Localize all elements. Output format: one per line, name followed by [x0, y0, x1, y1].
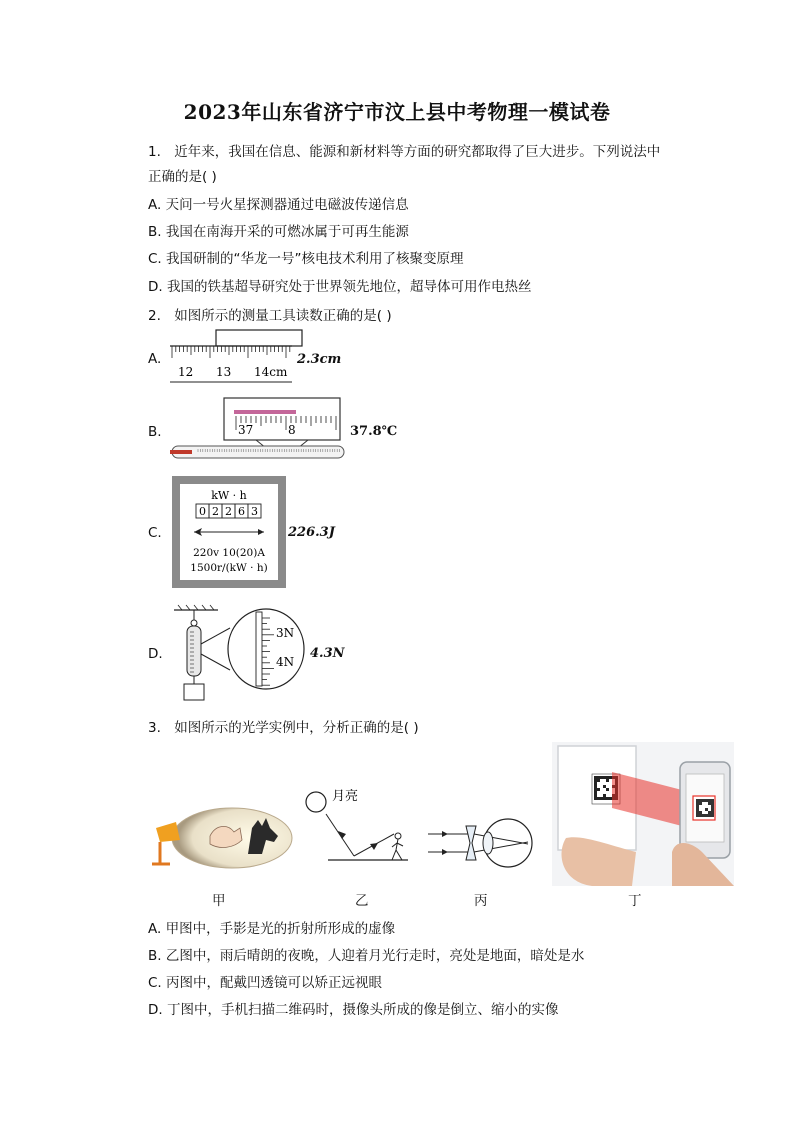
ruler-tick-14cm: 14cm [254, 365, 288, 379]
moonlight-figure [302, 784, 414, 868]
hand-shadow-figure [150, 806, 292, 870]
q1-number: 1. [148, 144, 161, 160]
meter-unit: kW · h [211, 489, 247, 502]
hanging-weight [184, 684, 204, 700]
person-body [392, 839, 403, 860]
q3-option-c: C. 丙图中，配戴凹透镜可以矫正远视眼 [148, 975, 383, 991]
concave-lens [466, 826, 476, 860]
page-title: 2023年山东省济宁市汶上县中考物理一模试卷 [183, 100, 611, 124]
ruler-tick-13: 13 [216, 365, 232, 379]
q3-option-a: A. 甲图中，手影是光的折射所形成的虚像 [148, 921, 396, 937]
mercury-column [234, 410, 296, 414]
lamp-shade [156, 822, 180, 842]
meter-digit-2: 2 [212, 505, 219, 518]
q1-stem-text: 近年来，我国在信息、能源和新材料等方面的研究都取得了巨大进步。下列说法中 [174, 144, 661, 160]
thermo-tick-8: 8 [288, 423, 296, 437]
magnified-scale-circle [228, 609, 304, 689]
caption-ding: 丁 [628, 893, 642, 909]
q3-option-d: D. 丁图中，手机扫描二维码时，摄像头所成的像是倒立、缩小的实像 [148, 1002, 559, 1018]
q2-a-label: A. [148, 351, 162, 367]
meter-spec-line2: 1500r/(kW · h) [190, 562, 268, 574]
electric-meter-figure [172, 476, 286, 588]
q1-stem-line2: 正确的是( ) [148, 169, 217, 185]
q2-b-label: B. [148, 424, 162, 440]
q1-option-d: D. 我国的铁基超导研究处于世界领先地位，超导体可用作电热丝 [148, 279, 532, 295]
meter-digit-5: 3 [251, 505, 258, 518]
q2-stem-line [148, 304, 392, 324]
eye-lens [483, 832, 493, 854]
meter-digit-4: 6 [238, 505, 245, 518]
q2-a-reading: 2.3cm [297, 352, 342, 367]
meter-spec-line1: 220v 10(20)A [193, 547, 265, 559]
q3-stem-text: 如图所示的光学实例中，分析正确的是( ) [174, 720, 419, 736]
q2-d-label: D. [148, 646, 163, 662]
q2-stem-text: 如图所示的测量工具读数正确的是( ) [174, 308, 392, 324]
q2-c-reading: 226.3J [288, 525, 335, 540]
thermometer-figure [168, 396, 348, 462]
moon [306, 792, 326, 812]
q3-stem-line [148, 716, 419, 736]
ruler-figure [166, 328, 296, 384]
q3-option-b: B. 乙图中，雨后晴朗的夜晚，人迎着月光行走时，亮处是地面，暗处是水 [148, 948, 585, 964]
moon-label: 月亮 [332, 789, 359, 804]
q2-c-label: C. [148, 525, 162, 541]
q3-number: 3. [148, 720, 161, 736]
spring-scale-figure [170, 604, 306, 704]
qr-scan-figure [552, 742, 734, 886]
ruler-tick-12: 12 [178, 365, 194, 379]
thermometer-bulb [170, 450, 192, 454]
meter-digit-1: 0 [199, 505, 206, 518]
q2-number: 2. [148, 308, 161, 324]
q1-stem-line1 [148, 140, 660, 160]
mag-tick-4N: 4N [276, 655, 295, 669]
q2-d-reading: 4.3N [310, 646, 345, 661]
q1-option-c: C. 我国研制的“华龙一号”核电技术利用了核聚变原理 [148, 251, 464, 267]
measured-block [216, 330, 302, 346]
concave-lens-eye-figure [424, 818, 538, 870]
q2-b-reading: 37.8℃ [350, 424, 398, 439]
meter-digit-3: 2 [225, 505, 232, 518]
caption-jia: 甲 [212, 893, 226, 909]
q1-option-a: A. 天问一号火星探测器通过电磁波传递信息 [148, 197, 409, 213]
caption-yi: 乙 [355, 893, 369, 909]
q1-option-b: B. 我国在南海开采的可燃冰属于可再生能源 [148, 224, 409, 240]
person-head [395, 833, 401, 839]
caption-bing: 丙 [474, 893, 488, 909]
thermo-tick-37: 37 [238, 423, 254, 437]
spring-scale-body [187, 626, 201, 676]
mag-tick-3N: 3N [276, 626, 295, 640]
